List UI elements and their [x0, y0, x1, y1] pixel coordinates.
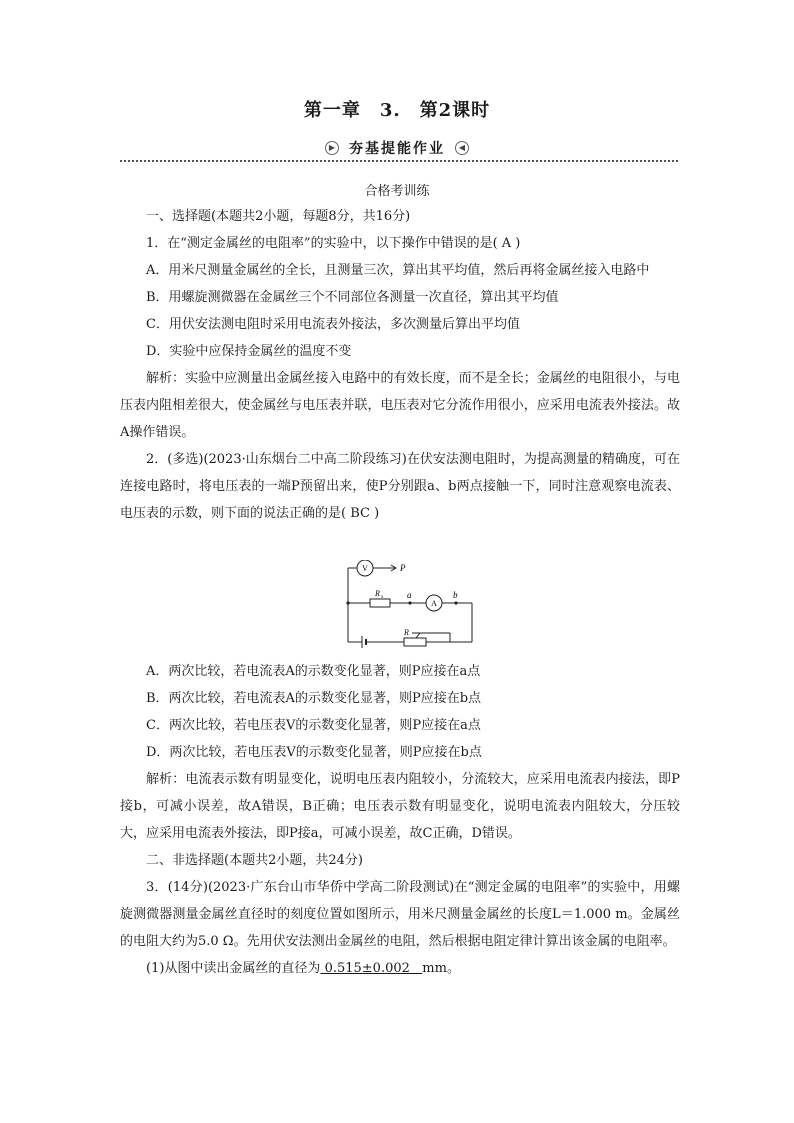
part2-heading: 二、非选择题(本题共2小题，共24分) [146, 853, 363, 868]
probe-label: P [400, 563, 406, 573]
ammeter-label: A [431, 599, 437, 608]
slider-icon [412, 633, 420, 638]
q1-analysis: 解析：实验中应测量出金属丝接入电路中的有效长度，而不是全长；金属丝的电阻很小，与电压表内阻相差很大，使金属丝与电压表并联，电压表对它分流作用很小，应采用电流表外接法。故A操作错误。 [120, 371, 680, 440]
rx-subscript: x [381, 595, 384, 600]
part1-heading: 一、选择题(本题共2小题，每题8分，共16分) [146, 209, 411, 224]
q2-analysis: 解析：电流表示数有明显变化，说明电压表内阻较小，分流较大，应采用电流表内接法，即P接b，可减小误差，故A错误，B正确；电压表示数有明显变化，说明电流表内阻较大，分压较大，应采用电流表外接法，即P接a，可减小误差，故C正确，D错误。 [120, 772, 680, 841]
q3-sub1-answer-text: 0.515±0.002 [324, 961, 410, 976]
q3-stem: 3．(14分)(2023·广东台山市华侨中学高二阶段测试)在“测定金属的电阻率”的实验中，用螺旋测微器测量金属丝直径时的刻度位置如图所示，用米尺测量金属丝的长度L＝1.000 m。金属丝的电阻大约为5.0 Ω。先用伏安法测出金属丝的电阻，然后根据电阻定律计算出该金属的电阻率。 [120, 880, 680, 949]
q3-sub1-answer [320, 961, 422, 976]
q1-stem: 1．在“测定金属丝的电阻率”的实验中，以下操作中错误的是( A ) [146, 236, 521, 251]
q3-sub1-suffix: mm。 [422, 961, 460, 976]
q2-option-b: B．两次比较，若电流表A的示数变化显著，则P应接在b点 [146, 691, 482, 706]
banner-text: 夯基提能作业 [349, 141, 445, 157]
rheostat-label: R [404, 628, 409, 637]
text-block-1 [120, 203, 680, 527]
q2-option-a: A．两次比较，若电流表A的示数变化显著，则P应接在a点 [146, 664, 481, 679]
q2-stem: 2．(多选)(2023·山东烟台二中高二阶段练习)在伏安法测电阻时，为提高测量的精确度，可在连接电路时，将电压表的一端P预留出来，使P分别跟a、b两点接触一下，同时注意观察电流表、电压表的示数，则下面的说法正确的是( BC ) [120, 452, 680, 521]
q1-option-a: A．用米尺测量金属丝的全长，且测量三次，算出其平均值，然后再将金属丝接入电路中 [146, 263, 650, 278]
point-a-label: a [407, 590, 412, 600]
left-arrow-icon: ◀ [455, 141, 469, 155]
resistor-rx [370, 599, 390, 607]
q1-option-c: C．用伏安法测电阻时采用电流表外接法，多次测量后算出平均值 [146, 317, 520, 332]
q1-option-d: D．实验中应保持金属丝的温度不变 [146, 344, 352, 359]
homework-banner [0, 138, 794, 158]
section-title: 合格考训练 [364, 184, 430, 199]
rheostat [404, 638, 426, 646]
page-title: 第一章 3. 第2课时 [303, 100, 491, 121]
circuit-diagram [340, 560, 480, 650]
q3-sub1-prefix: (1)从图中读出金属丝的直径为 [146, 961, 321, 976]
q1-option-b: B．用螺旋测微器在金属丝三个不同部位各测量一次直径，算出其平均值 [146, 290, 559, 305]
right-arrow-icon: ▶ [325, 141, 339, 155]
text-block-2 [120, 658, 680, 982]
q2-option-c: C．两次比较，若电压表V的示数变化显著，则P应接在a点 [146, 718, 481, 733]
dotted-divider [120, 160, 678, 162]
voltmeter-label: V [362, 564, 368, 573]
rx-label: R [375, 589, 380, 598]
q3-sub1 [120, 955, 680, 982]
q2-option-d: D．两次比较，若电压表V的示数变化显著，则P应接在b点 [146, 745, 482, 760]
point-b-label: b [453, 590, 458, 600]
